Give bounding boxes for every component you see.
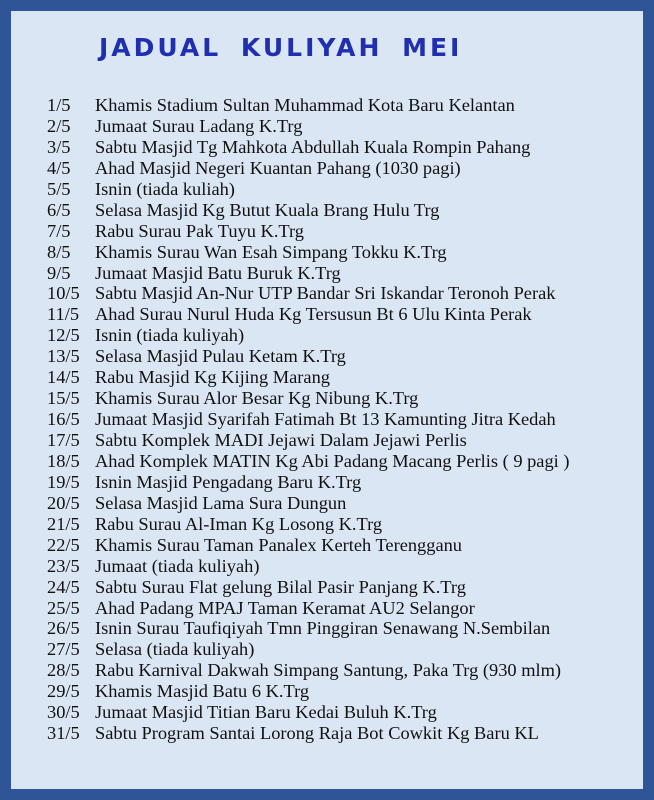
schedule-date: 1/5: [47, 95, 71, 115]
schedule-entry: Khamis Surau Wan Esah Simpang Tokku K.Trg: [95, 241, 447, 262]
schedule-row: [47, 346, 647, 367]
schedule-row: [47, 577, 647, 598]
schedule-entry: Ahad Surau Nurul Huda Kg Tersusun Bt 6 Ulu Kinta Perak: [95, 304, 532, 325]
schedule-date: 7/5: [47, 220, 71, 241]
schedule-row: [47, 325, 647, 346]
schedule-row: [47, 598, 647, 619]
schedule-row: [47, 702, 647, 723]
schedule-entry: Sabtu Masjid An-Nur UTP Bandar Sri Iskandar Teronoh Perak: [95, 283, 556, 304]
schedule-entry: Isnin Surau Taufiqiyah Tmn Pinggiran Senawang N.Sembilan: [95, 618, 551, 639]
schedule-row: [47, 660, 647, 681]
schedule-date: 28/5: [47, 660, 80, 681]
schedule-entry: Rabu Surau Pak Tuyu K.Trg: [95, 220, 304, 241]
schedule-row: [47, 618, 647, 639]
schedule-entry: Selasa (tiada kuliyah): [95, 639, 255, 660]
schedule-entry: Selasa Masjid Lama Sura Dungun: [95, 492, 347, 513]
schedule-date: 24/5: [47, 576, 80, 597]
schedule-date: 8/5: [47, 241, 71, 262]
schedule-row: [47, 95, 647, 116]
page-title: JADUAL KULIYAH MEI: [99, 33, 463, 62]
schedule-date: 6/5: [47, 199, 71, 220]
schedule-date: 23/5: [47, 555, 80, 576]
schedule-row: [47, 179, 647, 200]
schedule-entry: Isnin Masjid Pengadang Baru K.Trg: [95, 471, 362, 492]
schedule-entry: Isnin (tiada kuliyah): [95, 325, 245, 346]
schedule-entry: Ahad Padang MPAJ Taman Keramat AU2 Selangor: [95, 597, 475, 618]
schedule-date: 21/5: [47, 513, 80, 534]
schedule-date: 4/5: [47, 157, 71, 178]
schedule-date: 27/5: [47, 639, 80, 660]
schedule-row: [47, 723, 647, 744]
schedule-entry: Ahad Masjid Negeri Kuantan Pahang (1030 pagi): [95, 157, 461, 178]
schedule-entry: Sabtu Surau Flat gelung Bilal Pasir Panjang K.Trg: [95, 576, 466, 597]
schedule-row: [47, 514, 647, 535]
schedule-entry: Jumaat Masjid Syarifah Fatimah Bt 13 Kamunting Jitra Kedah: [95, 409, 556, 430]
schedule-row: [47, 116, 647, 137]
schedule-row: [47, 535, 647, 556]
schedule-row: [47, 451, 647, 472]
schedule-entry: Khamis Surau Alor Besar Kg Nibung K.Trg: [95, 388, 419, 409]
schedule-date: 22/5: [47, 534, 80, 555]
schedule-row: [47, 200, 647, 221]
schedule-entry: Khamis Stadium Sultan Muhammad Kota Baru Kelantan: [95, 95, 515, 115]
schedule-date: 18/5: [47, 450, 80, 471]
schedule-entry: Sabtu Program Santai Lorong Raja Bot Cowkit Kg Baru KL: [95, 723, 539, 744]
schedule-row: [47, 304, 647, 325]
schedule-row: [47, 472, 647, 493]
schedule-date: 10/5: [47, 283, 80, 304]
schedule-date: 3/5: [47, 136, 71, 157]
schedule-date: 31/5: [47, 723, 80, 744]
schedule-row: [47, 430, 647, 451]
schedule-row: [47, 639, 647, 660]
schedule-entry: Khamis Surau Taman Panalex Kerteh Terengganu: [95, 534, 463, 555]
schedule-date: 15/5: [47, 388, 80, 409]
schedule-entry: Jumaat Surau Ladang K.Trg: [95, 115, 303, 136]
schedule-entry: Khamis Masjid Batu 6 K.Trg: [95, 681, 310, 702]
schedule-date: 11/5: [47, 304, 80, 325]
schedule-date: 13/5: [47, 346, 80, 367]
schedule-row: [47, 263, 647, 284]
schedule-date: 16/5: [47, 409, 80, 430]
schedule-row: [47, 158, 647, 179]
schedule-entry: Rabu Masjid Kg Kijing Marang: [95, 367, 330, 388]
schedule-entry: Selasa Masjid Kg Butut Kuala Brang Hulu Trg: [95, 199, 440, 220]
schedule-entry: Sabtu Masjid Tg Mahkota Abdullah Kuala Rompin Pahang: [95, 136, 531, 157]
schedule-entry: Jumaat Masjid Titian Baru Kedai Buluh K.Trg: [95, 702, 437, 723]
schedule-row: [47, 409, 647, 430]
schedule-row: [47, 388, 647, 409]
schedule-entry: Selasa Masjid Pulau Ketam K.Trg: [95, 346, 346, 367]
schedule-row: [47, 681, 647, 702]
schedule-row: [47, 242, 647, 263]
schedule-entry: Rabu Surau Al-Iman Kg Losong K.Trg: [95, 513, 383, 534]
schedule-row: [47, 493, 647, 514]
schedule-entry: Ahad Komplek MATIN Kg Abi Padang Macang Perlis ( 9 pagi ): [95, 450, 570, 471]
schedule-date: 2/5: [47, 115, 71, 136]
schedule-entry: Sabtu Komplek MADI Jejawi Dalam Jejawi Perlis: [95, 430, 467, 450]
schedule-date: 19/5: [47, 471, 80, 492]
schedule-row: [47, 283, 647, 304]
schedule-entry: Rabu Karnival Dakwah Simpang Santung, Paka Trg (930 mlm): [95, 660, 562, 681]
schedule-row: [47, 137, 647, 158]
schedule-row: [47, 556, 647, 577]
schedule-row: [47, 221, 647, 242]
schedule-list: [47, 95, 647, 744]
schedule-entry: Jumaat (tiada kuliyah): [95, 555, 260, 576]
schedule-entry: Isnin (tiada kuliah): [95, 178, 235, 199]
schedule-date: 30/5: [47, 702, 80, 723]
schedule-entry: Jumaat Masjid Batu Buruk K.Trg: [95, 262, 341, 283]
schedule-date: 26/5: [47, 618, 80, 639]
schedule-row: [47, 367, 647, 388]
schedule-date: 9/5: [47, 262, 71, 283]
schedule-date: 25/5: [47, 597, 80, 618]
schedule-date: 29/5: [47, 681, 80, 702]
schedule-date: 12/5: [47, 325, 80, 346]
schedule-date: 5/5: [47, 178, 71, 199]
schedule-date: 14/5: [47, 367, 80, 388]
schedule-date: 17/5: [47, 430, 80, 450]
schedule-date: 20/5: [47, 492, 80, 513]
